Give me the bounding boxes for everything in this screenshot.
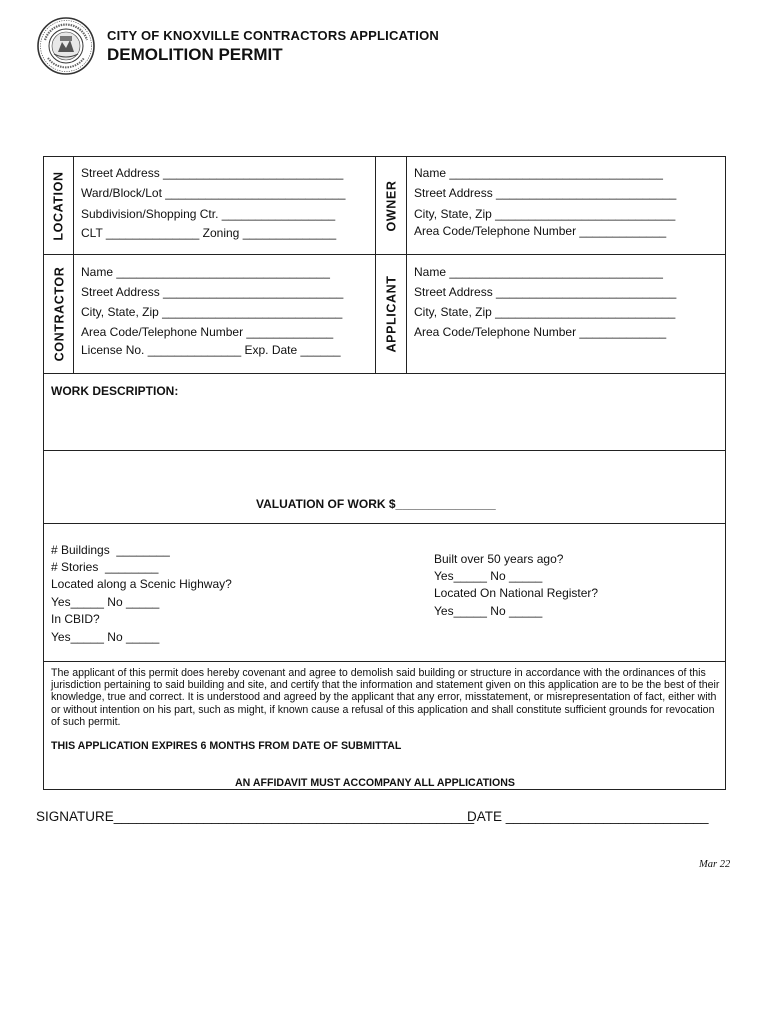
cbid-answer[interactable]: Yes_____ No _____ (51, 630, 160, 644)
work-description-label: WORK DESCRIPTION: (51, 384, 179, 398)
signature-field[interactable]: SIGNATURE________________________________________________ (36, 809, 475, 824)
owner-phone-field[interactable]: Area Code/Telephone Number _____________ (414, 224, 667, 238)
location-ward-field[interactable]: Ward/Block/Lot ___________________________ (81, 186, 346, 200)
applicant-city-field[interactable]: City, State, Zip ___________________________ (414, 305, 676, 319)
national-register-answer[interactable]: Yes_____ No _____ (434, 604, 543, 618)
row-divider (44, 450, 725, 451)
row-divider (44, 373, 725, 374)
form-title: DEMOLITION PERMIT (107, 45, 283, 64)
contractor-name-field[interactable]: Name ________________________________ (81, 265, 330, 279)
location-subdivision-field[interactable]: Subdivision/Shopping Ctr. _________________ (81, 207, 336, 221)
cbid-question: In CBID? (51, 612, 100, 626)
contractor-section-label: CONTRACTOR (52, 266, 66, 362)
stories-count-field[interactable]: # Stories ________ (51, 560, 159, 574)
buildings-count-field[interactable]: # Buildings ________ (51, 543, 170, 557)
location-section-label: LOCATION (52, 170, 66, 241)
contractor-city-field[interactable]: City, State, Zip ___________________________ (81, 305, 343, 319)
row-divider (44, 523, 725, 524)
work-description-field[interactable] (51, 402, 718, 444)
expiration-notice: THIS APPLICATION EXPIRES 6 MONTHS FROM DATE OF SUBMITTAL (51, 740, 402, 752)
form-subtitle: CITY OF KNOXVILLE CONTRACTORS APPLICATION (107, 28, 440, 43)
row-divider (44, 661, 725, 662)
applicant-name-field[interactable]: Name ________________________________ (414, 265, 663, 279)
built-over-50-answer[interactable]: Yes_____ No _____ (434, 569, 543, 583)
location-street-field[interactable]: Street Address ___________________________ (81, 166, 344, 180)
scenic-highway-answer[interactable]: Yes_____ No _____ (51, 595, 160, 609)
scenic-highway-question: Located along a Scenic Highway? (51, 577, 232, 591)
contractor-street-field[interactable]: Street Address ___________________________ (81, 285, 344, 299)
applicant-street-field[interactable]: Street Address ___________________________ (414, 285, 677, 299)
affidavit-notice: AN AFFIDAVIT MUST ACCOMPANY ALL APPLICATIONS (235, 777, 515, 789)
built-over-50-question: Built over 50 years ago? (434, 552, 564, 566)
national-register-question: Located On National Register? (434, 586, 599, 600)
revision-date: Mar 22 (699, 859, 731, 870)
owner-section-label: OWNER (384, 180, 399, 231)
owner-name-field[interactable]: Name ________________________________ (414, 166, 663, 180)
owner-street-field[interactable]: Street Address ___________________________ (414, 186, 677, 200)
applicant-phone-field[interactable]: Area Code/Telephone Number _____________ (414, 325, 667, 339)
city-seal (36, 16, 96, 76)
date-field[interactable]: DATE ___________________________ (467, 809, 709, 824)
applicant-section-label: APPLICANT (384, 275, 398, 353)
column-divider (406, 157, 407, 373)
permit-form (43, 156, 726, 790)
valuation-field[interactable]: VALUATION OF WORK $_______________ (256, 497, 496, 511)
owner-city-field[interactable]: City, State, Zip ___________________________ (414, 207, 676, 221)
contractor-license-field[interactable]: License No. ______________ Exp. Date ______ (81, 343, 341, 357)
location-clt-zoning-field[interactable]: CLT ______________ Zoning ______________ (81, 226, 337, 240)
covenant-text: The applicant of this permit does hereby covenant and agree to demolish said building or structure in accordance with the ordinances of this jurisdiction pertaining to said building and site, and certify that the information and statement given on this application are to be the best of their knowledge, true and correct. It is understood and agreed by the applicant that any error, misstatement, or misrepresentation of fact, either with or without intention on his part, such as might, if known cause a refusal of this application and shall constitute sufficient grounds for revocation of such permit. (51, 667, 720, 728)
contractor-phone-field[interactable]: Area Code/Telephone Number _____________ (81, 325, 334, 339)
